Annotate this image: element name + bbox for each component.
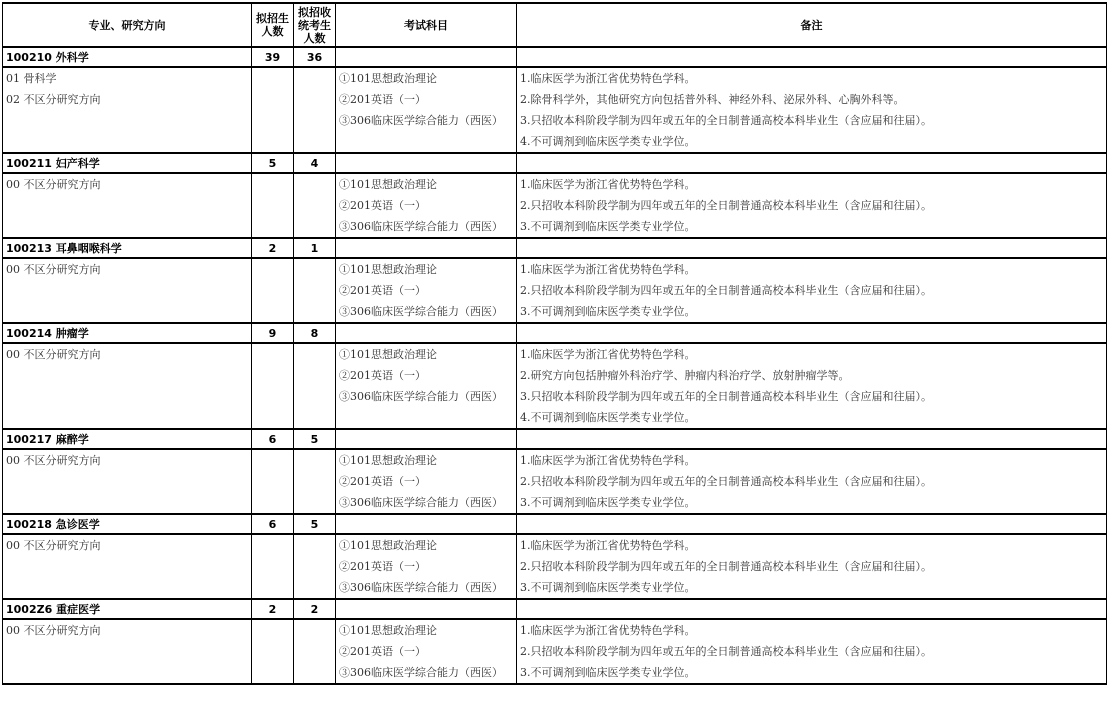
- remarks-blank: [517, 323, 1107, 343]
- direction-cell: 01 骨科学: [3, 67, 252, 89]
- plan-blank: [252, 471, 294, 492]
- exam-cell: ②201英语（一）: [336, 641, 517, 662]
- remark-cell: 1.临床医学为浙江省优势特色学科。: [517, 173, 1107, 195]
- plan-blank: [252, 301, 294, 323]
- detail-row: [3, 492, 1107, 514]
- direction-cell: 00 不区分研究方向: [3, 173, 252, 195]
- detail-row: [3, 110, 1107, 131]
- major-row: [3, 47, 1107, 67]
- detail-row: [3, 216, 1107, 238]
- exam-cell: ①101思想政治理论: [336, 449, 517, 471]
- exam-cell: [336, 131, 517, 153]
- direction-cell: [3, 386, 252, 407]
- direction-cell: [3, 662, 252, 684]
- exam-blank: [336, 514, 517, 534]
- unified-blank: [294, 492, 336, 514]
- direction-cell: 00 不区分研究方向: [3, 619, 252, 641]
- detail-row: [3, 577, 1107, 599]
- remark-cell: 2.只招收本科阶段学制为四年或五年的全日制普通高校本科毕业生（含应届和往届）。: [517, 471, 1107, 492]
- unified-blank: [294, 534, 336, 556]
- detail-row: [3, 280, 1107, 301]
- major-row: [3, 238, 1107, 258]
- plan-blank: [252, 216, 294, 238]
- plan-blank: [252, 386, 294, 407]
- exam-cell: ②201英语（一）: [336, 471, 517, 492]
- exam-cell: ①101思想政治理论: [336, 258, 517, 280]
- detail-row: [3, 365, 1107, 386]
- major-name: 100218 急诊医学: [3, 514, 252, 534]
- remark-cell: 3.不可调剂到临床医学类专业学位。: [517, 492, 1107, 514]
- major-name: 100217 麻醉学: [3, 429, 252, 449]
- exam-blank: [336, 47, 517, 67]
- plan-blank: [252, 258, 294, 280]
- remarks-blank: [517, 429, 1107, 449]
- plan-blank: [252, 131, 294, 153]
- detail-row: [3, 343, 1107, 365]
- direction-cell: [3, 641, 252, 662]
- unified-blank: [294, 577, 336, 599]
- plan-count: 39: [252, 47, 294, 67]
- plan-blank: [252, 641, 294, 662]
- major-row: [3, 599, 1107, 619]
- plan-count: 2: [252, 238, 294, 258]
- detail-row: [3, 641, 1107, 662]
- header-unified: 拟招收 统考生 人数: [294, 3, 336, 47]
- detail-row: [3, 662, 1107, 684]
- exam-cell: ①101思想政治理论: [336, 619, 517, 641]
- exam-cell: ③306临床医学综合能力（西医）: [336, 216, 517, 238]
- direction-cell: [3, 471, 252, 492]
- remark-cell: 2.除骨科学外，其他研究方向包括普外科、神经外科、泌尿外科、心胸外科等。: [517, 89, 1107, 110]
- direction-cell: 00 不区分研究方向: [3, 534, 252, 556]
- unified-blank: [294, 67, 336, 89]
- detail-row: [3, 471, 1107, 492]
- direction-cell: 00 不区分研究方向: [3, 449, 252, 471]
- unified-count: 2: [294, 599, 336, 619]
- direction-cell: [3, 577, 252, 599]
- plan-count: 2: [252, 599, 294, 619]
- major-row: [3, 153, 1107, 173]
- plan-count: 9: [252, 323, 294, 343]
- direction-cell: 00 不区分研究方向: [3, 258, 252, 280]
- exam-cell: ③306临床医学综合能力（西医）: [336, 301, 517, 323]
- direction-cell: [3, 195, 252, 216]
- exam-cell: ①101思想政治理论: [336, 67, 517, 89]
- exam-cell: ②201英语（一）: [336, 365, 517, 386]
- exam-cell: ②201英语（一）: [336, 89, 517, 110]
- plan-blank: [252, 195, 294, 216]
- remarks-blank: [517, 47, 1107, 67]
- exam-blank: [336, 429, 517, 449]
- remarks-blank: [517, 599, 1107, 619]
- remark-cell: 1.临床医学为浙江省优势特色学科。: [517, 449, 1107, 471]
- remark-cell: 3.不可调剂到临床医学类专业学位。: [517, 662, 1107, 684]
- direction-cell: [3, 280, 252, 301]
- detail-row: [3, 67, 1107, 89]
- remark-cell: 3.不可调剂到临床医学类专业学位。: [517, 216, 1107, 238]
- exam-cell: ①101思想政治理论: [336, 343, 517, 365]
- detail-row: [3, 619, 1107, 641]
- plan-blank: [252, 492, 294, 514]
- exam-blank: [336, 599, 517, 619]
- header-exam: 考试科目: [336, 3, 517, 47]
- remark-cell: 1.临床医学为浙江省优势特色学科。: [517, 258, 1107, 280]
- plan-blank: [252, 449, 294, 471]
- plan-blank: [252, 67, 294, 89]
- remark-cell: 1.临床医学为浙江省优势特色学科。: [517, 67, 1107, 89]
- detail-row: [3, 449, 1107, 471]
- detail-row: [3, 131, 1107, 153]
- unified-blank: [294, 89, 336, 110]
- plan-blank: [252, 662, 294, 684]
- unified-count: 5: [294, 514, 336, 534]
- detail-row: [3, 386, 1107, 407]
- major-name: 100211 妇产科学: [3, 153, 252, 173]
- remark-cell: 3.不可调剂到临床医学类专业学位。: [517, 301, 1107, 323]
- unified-blank: [294, 407, 336, 429]
- exam-cell: ②201英语（一）: [336, 195, 517, 216]
- direction-cell: [3, 556, 252, 577]
- plan-count: 6: [252, 429, 294, 449]
- unified-blank: [294, 173, 336, 195]
- remark-cell: 1.临床医学为浙江省优势特色学科。: [517, 343, 1107, 365]
- unified-blank: [294, 386, 336, 407]
- unified-blank: [294, 280, 336, 301]
- plan-blank: [252, 173, 294, 195]
- detail-row: [3, 258, 1107, 280]
- plan-count: 5: [252, 153, 294, 173]
- exam-blank: [336, 153, 517, 173]
- exam-cell: ③306临床医学综合能力（西医）: [336, 386, 517, 407]
- detail-row: [3, 301, 1107, 323]
- unified-blank: [294, 216, 336, 238]
- detail-row: [3, 89, 1107, 110]
- plan-blank: [252, 577, 294, 599]
- direction-cell: 00 不区分研究方向: [3, 343, 252, 365]
- admissions-table: [2, 2, 1107, 685]
- major-name: 100214 肿瘤学: [3, 323, 252, 343]
- unified-count: 1: [294, 238, 336, 258]
- remarks-blank: [517, 238, 1107, 258]
- direction-cell: [3, 365, 252, 386]
- direction-cell: [3, 492, 252, 514]
- remarks-blank: [517, 153, 1107, 173]
- exam-cell: ③306临床医学综合能力（西医）: [336, 662, 517, 684]
- exam-cell: ①101思想政治理论: [336, 534, 517, 556]
- remark-cell: 2.只招收本科阶段学制为四年或五年的全日制普通高校本科毕业生（含应届和往届）。: [517, 195, 1107, 216]
- plan-blank: [252, 407, 294, 429]
- exam-cell: ③306临床医学综合能力（西医）: [336, 492, 517, 514]
- exam-cell: ③306临床医学综合能力（西医）: [336, 110, 517, 131]
- remark-cell: 2.研究方向包括肿瘤外科治疗学、肿瘤内科治疗学、放射肿瘤学等。: [517, 365, 1107, 386]
- remark-cell: 3.只招收本科阶段学制为四年或五年的全日制普通高校本科毕业生（含应届和往届）。: [517, 110, 1107, 131]
- exam-blank: [336, 323, 517, 343]
- unified-blank: [294, 365, 336, 386]
- exam-blank: [336, 238, 517, 258]
- direction-cell: [3, 407, 252, 429]
- unified-count: 8: [294, 323, 336, 343]
- plan-blank: [252, 534, 294, 556]
- remarks-blank: [517, 514, 1107, 534]
- unified-blank: [294, 556, 336, 577]
- unified-blank: [294, 471, 336, 492]
- major-row: [3, 429, 1107, 449]
- remark-cell: 3.不可调剂到临床医学类专业学位。: [517, 577, 1107, 599]
- major-row: [3, 323, 1107, 343]
- unified-count: 36: [294, 47, 336, 67]
- detail-row: [3, 195, 1107, 216]
- unified-blank: [294, 641, 336, 662]
- header-major: 专业、研究方向: [3, 3, 252, 47]
- direction-cell: [3, 301, 252, 323]
- plan-blank: [252, 280, 294, 301]
- table-body: [3, 47, 1107, 684]
- unified-count: 5: [294, 429, 336, 449]
- plan-count: 6: [252, 514, 294, 534]
- major-row: [3, 514, 1107, 534]
- plan-blank: [252, 343, 294, 365]
- remark-cell: 4.不可调剂到临床医学类专业学位。: [517, 131, 1107, 153]
- direction-cell: [3, 216, 252, 238]
- unified-blank: [294, 110, 336, 131]
- unified-blank: [294, 343, 336, 365]
- direction-cell: [3, 131, 252, 153]
- remark-cell: 2.只招收本科阶段学制为四年或五年的全日制普通高校本科毕业生（含应届和往届）。: [517, 280, 1107, 301]
- plan-blank: [252, 556, 294, 577]
- header-plan: 拟招生 人数: [252, 3, 294, 47]
- exam-cell: [336, 407, 517, 429]
- header-remarks: 备注: [517, 3, 1107, 47]
- unified-blank: [294, 131, 336, 153]
- detail-row: [3, 173, 1107, 195]
- remark-cell: 2.只招收本科阶段学制为四年或五年的全日制普通高校本科毕业生（含应届和往届）。: [517, 641, 1107, 662]
- direction-cell: 02 不区分研究方向: [3, 89, 252, 110]
- detail-row: [3, 534, 1107, 556]
- exam-cell: ①101思想政治理论: [336, 173, 517, 195]
- header-row: [3, 3, 1107, 47]
- unified-blank: [294, 619, 336, 641]
- unified-blank: [294, 449, 336, 471]
- direction-cell: [3, 110, 252, 131]
- major-name: 1002Z6 重症医学: [3, 599, 252, 619]
- major-name: 100210 外科学: [3, 47, 252, 67]
- unified-count: 4: [294, 153, 336, 173]
- remark-cell: 3.只招收本科阶段学制为四年或五年的全日制普通高校本科毕业生（含应届和往届）。: [517, 386, 1107, 407]
- detail-row: [3, 407, 1107, 429]
- plan-blank: [252, 619, 294, 641]
- plan-blank: [252, 89, 294, 110]
- plan-blank: [252, 365, 294, 386]
- major-name: 100213 耳鼻咽喉科学: [3, 238, 252, 258]
- plan-blank: [252, 110, 294, 131]
- unified-blank: [294, 195, 336, 216]
- exam-cell: ②201英语（一）: [336, 280, 517, 301]
- unified-blank: [294, 258, 336, 280]
- unified-blank: [294, 301, 336, 323]
- exam-cell: ②201英语（一）: [336, 556, 517, 577]
- detail-row: [3, 556, 1107, 577]
- remark-cell: 4.不可调剂到临床医学类专业学位。: [517, 407, 1107, 429]
- remark-cell: 2.只招收本科阶段学制为四年或五年的全日制普通高校本科毕业生（含应届和往届）。: [517, 556, 1107, 577]
- exam-cell: ③306临床医学综合能力（西医）: [336, 577, 517, 599]
- remark-cell: 1.临床医学为浙江省优势特色学科。: [517, 534, 1107, 556]
- remark-cell: 1.临床医学为浙江省优势特色学科。: [517, 619, 1107, 641]
- unified-blank: [294, 662, 336, 684]
